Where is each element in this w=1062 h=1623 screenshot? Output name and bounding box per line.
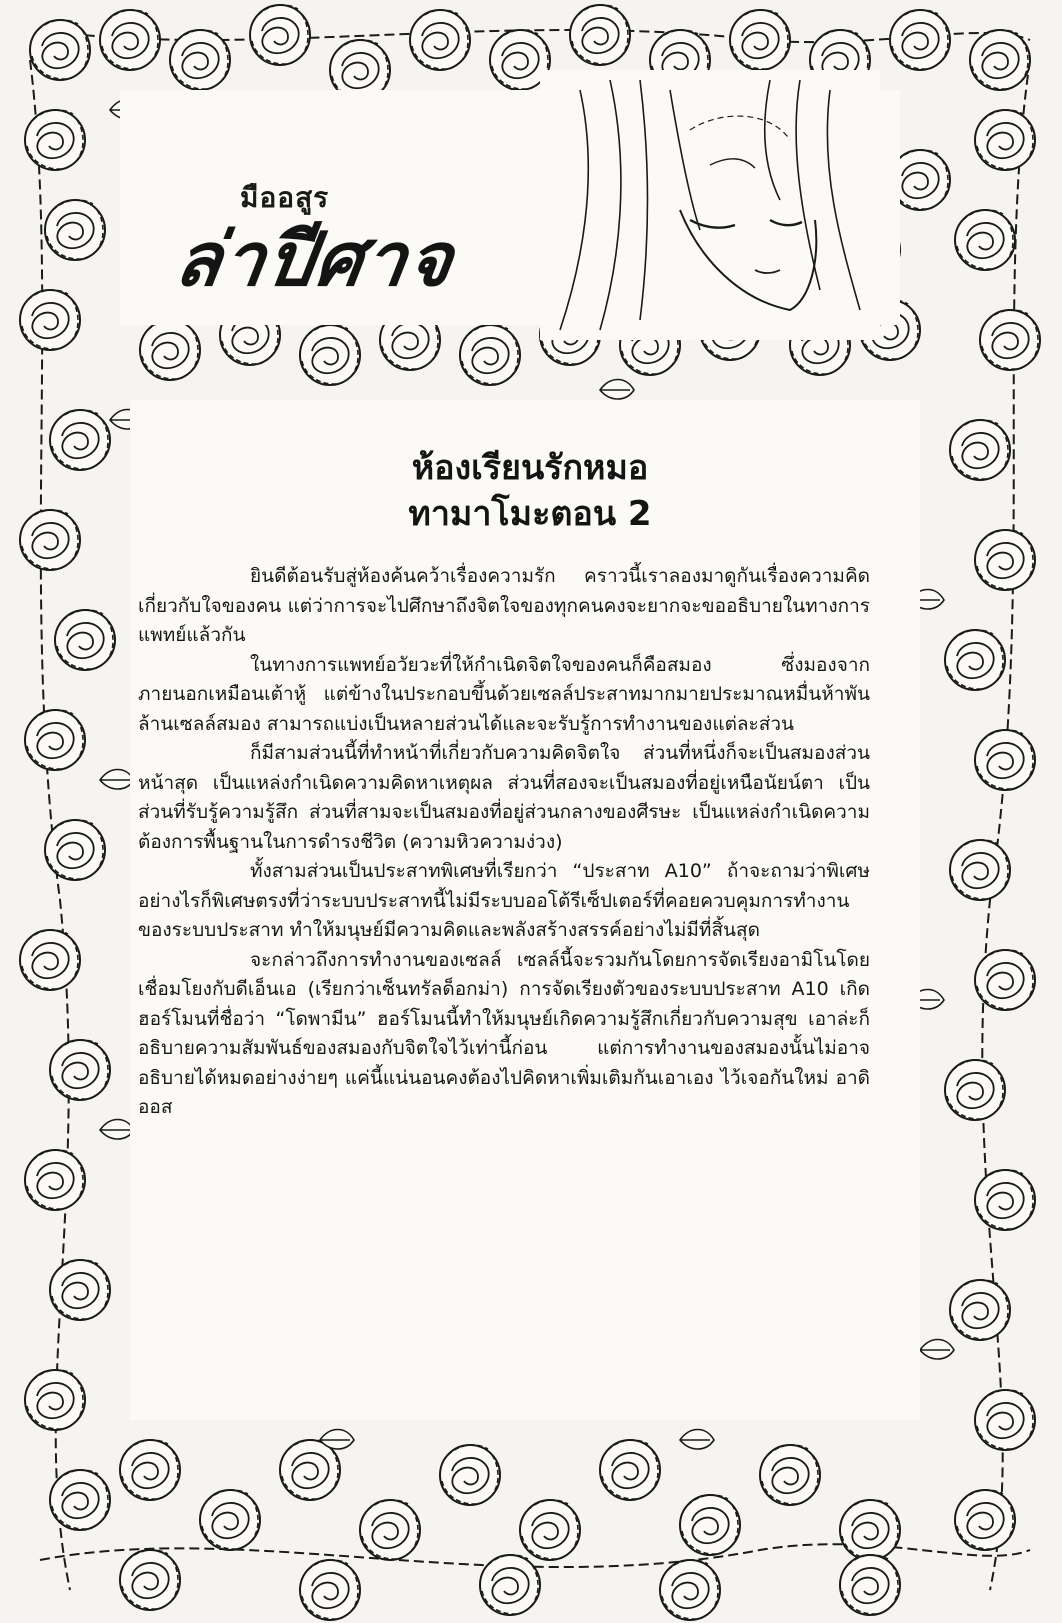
paragraph: จะกล่าวถึงการทำงานของเซลล์ เซลล์นี้จะรวมกันโดยการจัดเรียงอามิโนโดยเชื่อมโยงกับดีเอ็นเอ (เรียกว่าเซ็นทรัลด็อกม่า) การจัดเรียงตัวของระบบประสาท A10 เกิดฮอร์โมนที่ชื่อว่า “โดพามีน” ฮอร์โมนนี้ทำให้มนุษย์เกิดความรู้สึกเกี่ยวกับความสุข เอาล่ะก็อธิบายความสัมพันธ์ของสมองกับจิตใจไว้เท่านี้ก่อน แต่การทำงานของสมองนั้นไม่อาจอธิบายได้หมดอย่างง่ายๆ แค่นี้แน่นอนคงต้องไปคิดหาเพิ่มเติมกันเอาเอง ไว้เจอกันใหม่ อาดิออส [138,948,870,1118]
series-logo-subtitle: มืออสูร [240,181,330,214]
paragraph: ก็มีสามส่วนนี้ที่ทำหน้าที่เกี่ยวกับความคิดจิตใจ ส่วนที่หนึ่งก็จะเป็นสมองส่วนหน้าสุด เป็นแหล่งกำเนิดความคิดหาเหตุผล ส่วนที่สองจะเป็นสมองที่อยู่เหนือนัยน์ตา เป็นส่วนที่รับรู้ความรู้สึก ส่วนที่สามจะเป็นสมองที่อยู่ส่วนกลางของศีรษะ เป็นแหล่งกำเนิดความต้องการพื้นฐานในการดำรงชีวิต (ความหิวความง่วง) [138,742,870,853]
series-logo-title: ล่าปีศาจ [169,217,460,303]
long-haired-character-icon [540,70,880,340]
article-title: ห้องเรียนรักหมอ [411,448,649,488]
paragraph: ในทางการแพทย์อวัยวะที่ให้กำเนิดจิตใจของคนก็คือสมอง ซึ่งมองจากภายนอกเหมือนเต้าหู้ แต่ข้างในประกอบขึ้นด้วยเซลล์ประสาทมากมายประมาณหมื่นห้าพันล้านเซลล์สมอง สามารถแบ่งเป็นหลายส่วนได้และจะรับรู้การทำงานของแต่ละส่วน [138,653,870,735]
paragraph: ทั้งสามส่วนเป็นประสาทพิเศษที่เรียกว่า “ประสาท A10” ถ้าจะถามว่าพิเศษอย่างไรก็พิเศษตรงที่ว่าระบบประสาทนี้ไม่มีระบบออโต้รีเซ็ปเตอร์ที่คอยควบคุมการทำงานของระบบประสาท ทำให้มนุษย์มีความคิดและพลังสร้างสรรค์อย่างไม่มีที่สิ้นสุด [138,860,870,941]
article-subtitle: ทามาโมะตอน 2 [408,494,652,534]
paragraph: ยินดีต้อนรับสู่ห้องค้นคว้าเรื่องความรัก คราวนี้เราลองมาดูกันเรื่องความคิดเกี่ยวกับใจของคน แต่ว่าการจะไปศึกษาถึงจิตใจของทุกคนคงจะยากจะขออธิบายในทางการแพทย์แล้วกัน [138,565,870,646]
article-body [138,562,870,1123]
